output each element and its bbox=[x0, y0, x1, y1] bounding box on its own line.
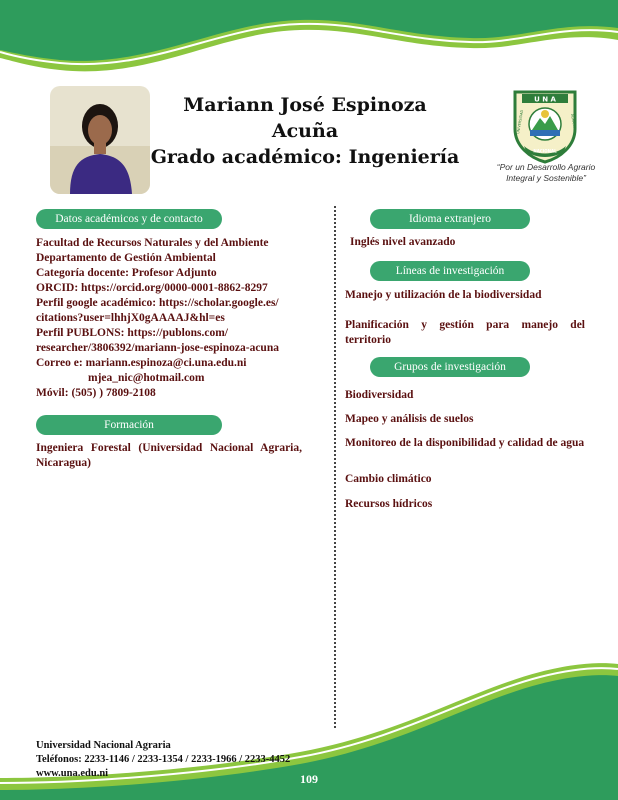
google-scholar-link[interactable]: Perfil google académico: https://scholar.google.es/ bbox=[36, 297, 279, 309]
email-primary[interactable]: Correo e: mariann.espinoza@ci.una.edu.ni bbox=[36, 357, 247, 369]
footer-phones: Teléfonos: 2233-1146 / 2233-1354 / 2233-1966 / 2233-4452 bbox=[36, 754, 291, 765]
section-label-formacion: Formación bbox=[36, 415, 222, 435]
google-scholar-link-cont[interactable]: citations?user=lhhjX0gAAAAJ&hl=es bbox=[36, 312, 225, 324]
motto-line-1: “Por un Desarrollo Agrario bbox=[496, 162, 596, 172]
publons-link[interactable]: Perfil PUBLONS: https://publons.com/ bbox=[36, 327, 229, 339]
logo-left-text: UNIVERSIDAD bbox=[516, 109, 525, 135]
top-wave-dark bbox=[0, 0, 618, 61]
footer-institution: Universidad Nacional Agraria bbox=[36, 740, 171, 751]
grupo-item: Biodiversidad bbox=[345, 389, 414, 401]
grupo-item: Recursos hídricos bbox=[345, 498, 433, 510]
footer-website[interactable]: www.una.edu.ni bbox=[36, 768, 109, 779]
mobile-phone: Móvil: (505) ) 7809-2108 bbox=[36, 387, 156, 399]
column-divider bbox=[334, 206, 336, 728]
grupo-item: Cambio climático bbox=[345, 473, 432, 485]
university-logo bbox=[510, 84, 580, 164]
profile-photo bbox=[50, 86, 150, 194]
profile-heading bbox=[150, 92, 460, 170]
logo-top-text: U N A bbox=[534, 95, 556, 104]
linea-item: Manejo y utilización de la biodiversidad bbox=[345, 289, 542, 301]
contact-line: Facultad de Recursos Naturales y del Ambiente bbox=[36, 237, 269, 249]
university-motto bbox=[482, 162, 610, 184]
academic-degree: Grado académico: Ingeniería bbox=[150, 146, 460, 168]
motto-line-2: Integral y Sostenible” bbox=[506, 173, 586, 183]
section-label-lineas: Líneas de investigación bbox=[370, 261, 530, 281]
linea-item: Planificación y gestión para manejo del territorio bbox=[345, 319, 585, 346]
section-label-idioma: Idioma extranjero bbox=[370, 209, 530, 229]
orcid-link[interactable]: ORCID: https://orcid.org/0000-0001-8862-8297 bbox=[36, 282, 268, 294]
grupo-item: Monitoreo de la disponibilidad y calidad de agua bbox=[345, 437, 585, 449]
contact-line: Departamento de Gestión Ambiental bbox=[36, 252, 216, 264]
section-label-contact: Datos académicos y de contacto bbox=[36, 209, 222, 229]
page-number: 109 bbox=[300, 772, 318, 786]
logo-right-text: AGRARIA bbox=[570, 113, 577, 130]
idioma-item: Inglés nivel avanzado bbox=[350, 236, 456, 248]
contact-line: Categoría docente: Profesor Adjunto bbox=[36, 267, 217, 279]
formacion-text: Ingeniera Forestal (Universidad Nacional Agraria, Nicaragua) bbox=[36, 442, 302, 469]
section-label-grupos: Grupos de investigación bbox=[370, 357, 530, 377]
grupo-item: Mapeo y análisis de suelos bbox=[345, 413, 474, 425]
publons-link-cont[interactable]: researcher/3806392/mariann-jose-espinoza-acuna bbox=[36, 342, 279, 354]
logo-bottom-text: NACIONAL bbox=[533, 148, 557, 154]
person-name: Mariann José Espinoza Acuña bbox=[183, 94, 427, 142]
email-secondary[interactable]: mjea_nic@hotmail.com bbox=[88, 372, 205, 384]
